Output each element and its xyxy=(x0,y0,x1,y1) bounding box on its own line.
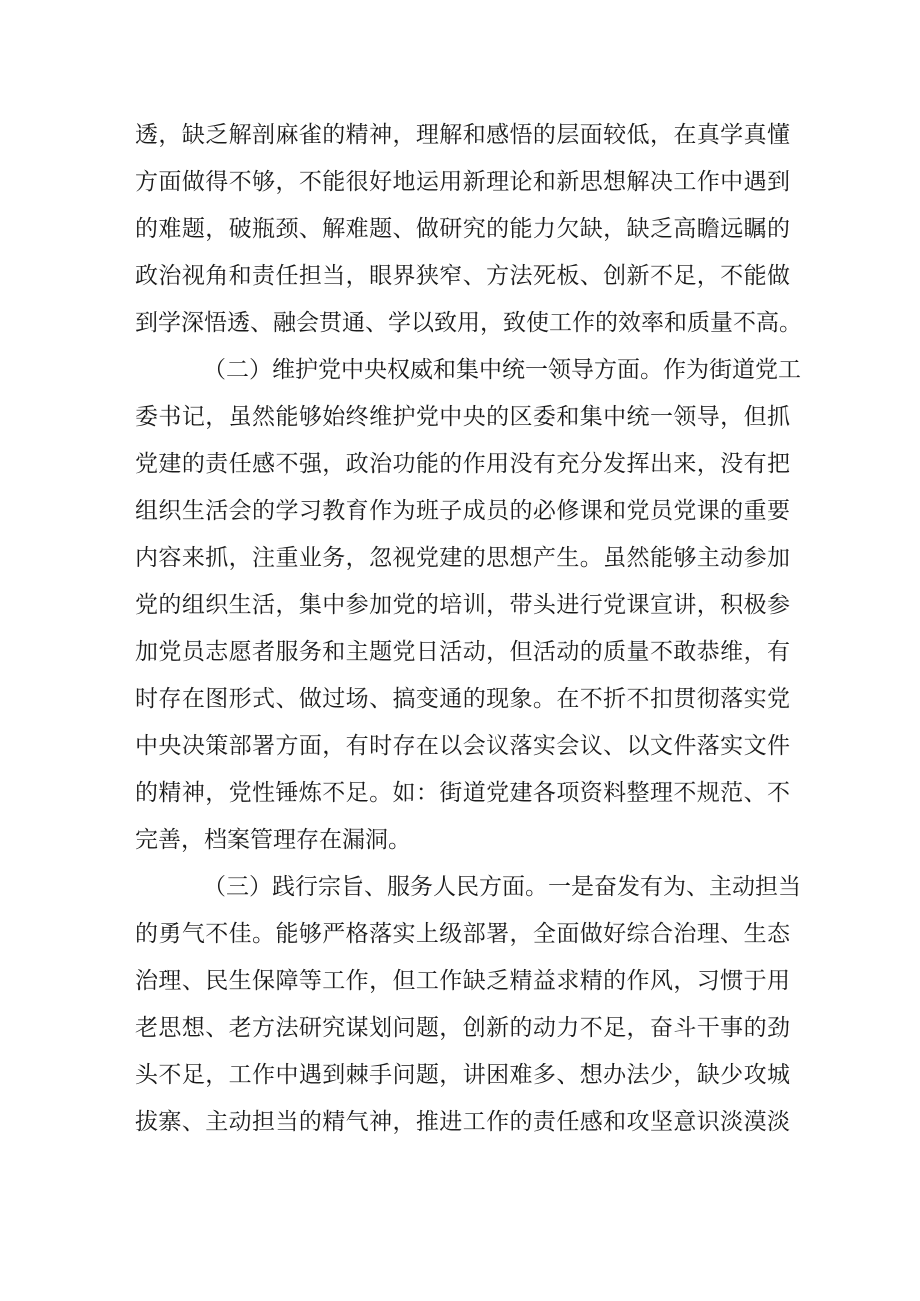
text-line: 党建的责任感不强，政治功能的作用没有充分发挥出来，没有把 xyxy=(135,451,790,477)
text-line: 老思想、老方法研究谋划问题，创新的动力不足，奋斗干事的劲 xyxy=(135,1015,790,1041)
text-line: 的精神，党性锤炼不足。如：街道党建各项资料整理不规范、不 xyxy=(135,780,790,806)
text-line: 组织生活会的学习教育作为班子成员的必修课和党员党课的重要 xyxy=(135,498,790,524)
text-line: 委书记，虽然能够始终维护党中央的区委和集中统一领导，但抓 xyxy=(135,404,790,430)
text-line: 头不足，工作中遇到棘手问题，讲困难多、想办法少，缺少攻城 xyxy=(135,1062,790,1088)
text-line: 的难题，破瓶颈、解难题、做研究的能力欠缺，缺乏高瞻远瞩的 xyxy=(135,216,790,242)
text-line: 透，缺乏解剖麻雀的精神，理解和感悟的层面较低，在真学真懂 xyxy=(135,122,790,148)
text-line: 党的组织生活，集中参加党的培训，带头进行党课宣讲，积极参 xyxy=(135,592,790,618)
text-line: 治理、民生保障等工作，但工作缺乏精益求精的作风，习惯于用 xyxy=(135,968,790,994)
body-text xyxy=(135,112,802,1146)
section-heading-line: （三）践行宗旨、服务人民方面。一是奋发有为、主动担当 xyxy=(203,874,801,900)
text-line: 拔寨、主动担当的精气神，推进工作的责任感和攻坚意识淡漠淡 xyxy=(135,1109,790,1135)
text-line: 政治视角和责任担当，眼界狭窄、方法死板、创新不足，不能做 xyxy=(135,263,790,289)
text-line: 的勇气不佳。能够严格落实上级部署，全面做好综合治理、生态 xyxy=(135,921,790,947)
text-line: 中央决策部署方面，有时存在以会议落实会议、以文件落实文件 xyxy=(135,733,790,759)
text-line: 加党员志愿者服务和主题党日活动，但活动的质量不敢恭维，有 xyxy=(135,639,790,665)
paragraph-end-line: 完善，档案管理存在漏洞。 xyxy=(135,827,411,853)
text-line: 内容来抓，注重业务，忽视党建的思想产生。虽然能够主动参加 xyxy=(135,545,790,571)
section-heading-line: （二）维护党中央权威和集中统一领导方面。作为街道党工 xyxy=(203,357,801,383)
paragraph-end-line: 到学深悟透、融会贯通、学以致用，致使工作的效率和质量不高。 xyxy=(135,310,802,336)
text-line: 方面做得不够，不能很好地运用新理论和新思想解决工作中遇到 xyxy=(135,169,790,195)
text-line: 时存在图形式、做过场、搞变通的现象。在不折不扣贯彻落实党 xyxy=(135,686,790,712)
